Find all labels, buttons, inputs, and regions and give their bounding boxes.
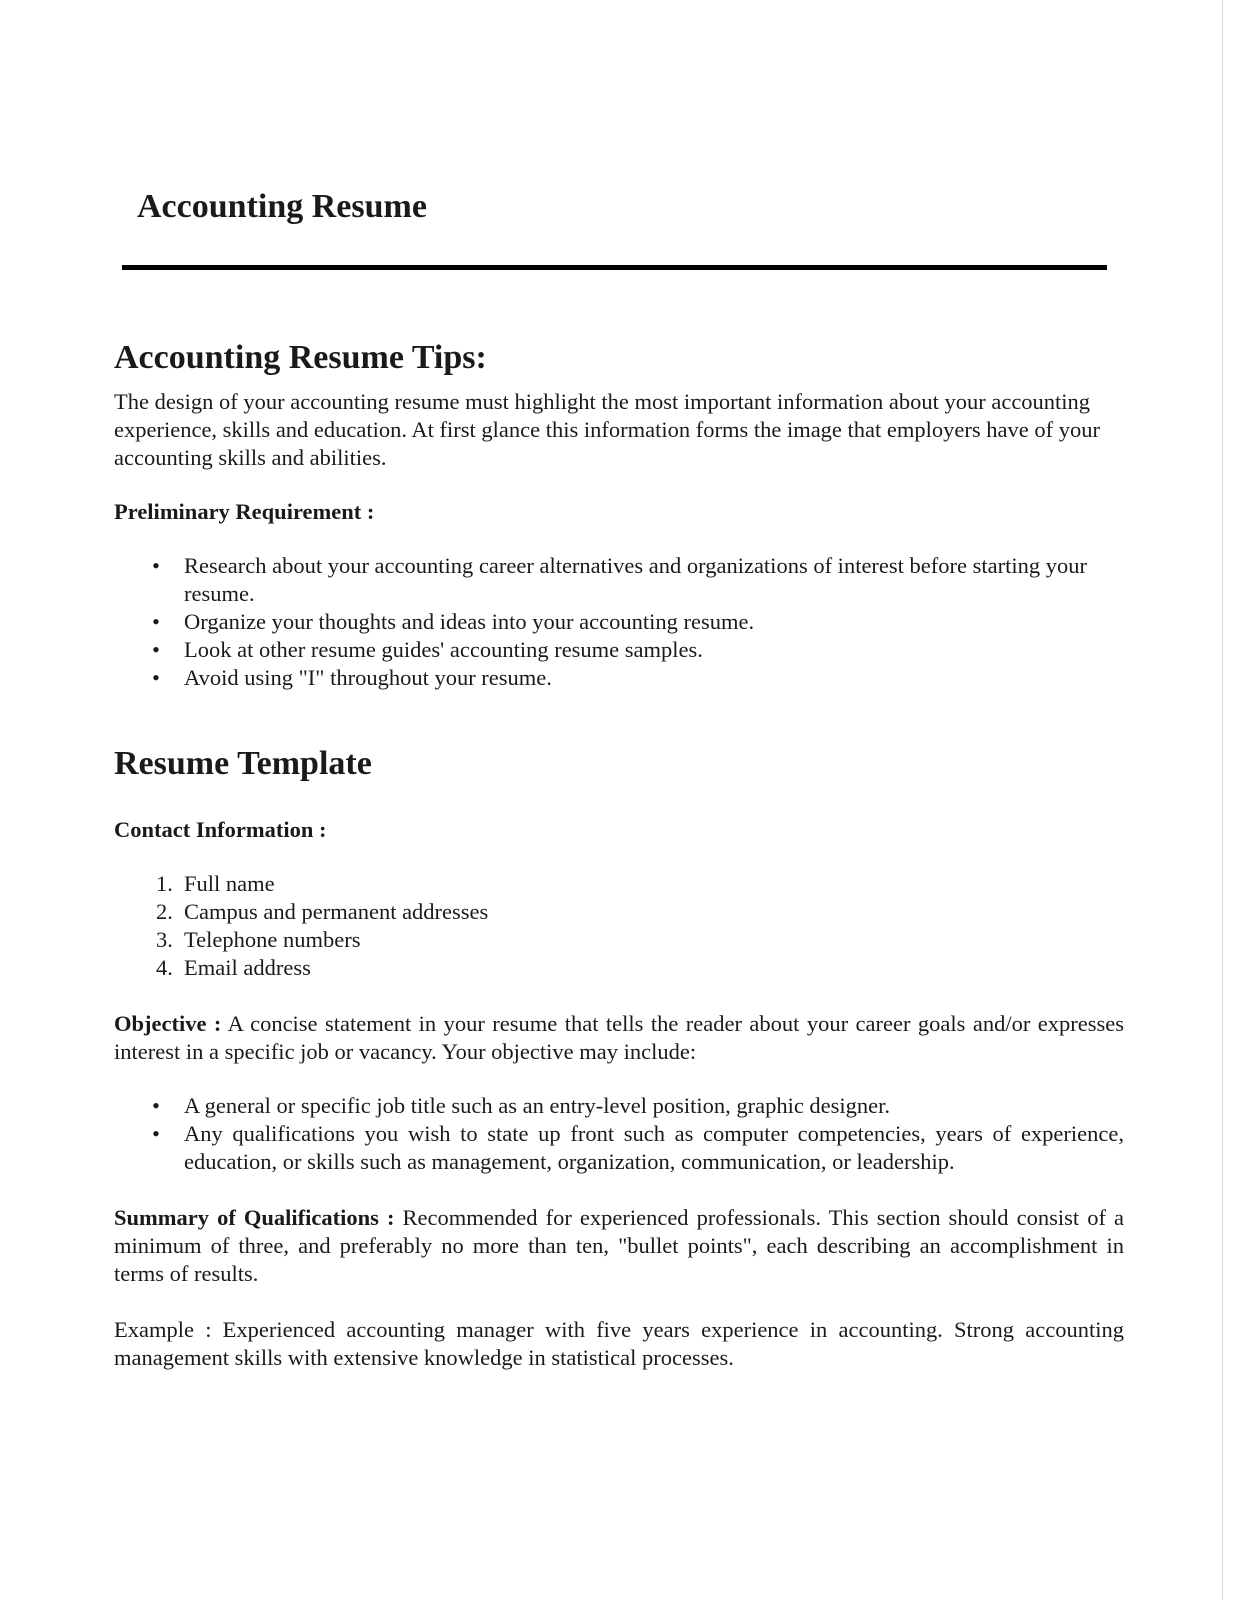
- list-number: 1.: [156, 871, 173, 896]
- example-paragraph: Example : Experienced accounting manager with five years experience in accounting. Strong accounting management skills with extensive knowledge in statistical processes.: [114, 1317, 1124, 1370]
- list-item-text: Full name: [184, 871, 275, 896]
- objective-list: [114, 1092, 1124, 1176]
- list-item-text: Campus and permanent addresses: [184, 899, 489, 924]
- bullet-icon: •: [152, 609, 160, 634]
- bullet-icon: •: [152, 1121, 160, 1146]
- list-item: [114, 898, 1124, 926]
- list-number: 3.: [156, 927, 173, 952]
- tips-heading: Accounting Resume Tips:: [114, 339, 487, 376]
- objective-text: A concise statement in your resume that tells the reader about your career goals and/or expresses interest in a specific job or vacancy. Your objective may include:: [114, 1011, 1124, 1064]
- bullet-icon: •: [152, 665, 160, 690]
- list-item: [114, 954, 1124, 982]
- list-item: [114, 1120, 1124, 1176]
- list-item: [114, 664, 1124, 692]
- title-divider: [122, 265, 1107, 270]
- list-number: 2.: [156, 899, 173, 924]
- list-item: [114, 1092, 1124, 1120]
- list-item-text: Research about your accounting career alternatives and organizations of interest before starting your resume.: [184, 553, 1087, 606]
- list-item: [114, 636, 1124, 664]
- tips-intro: The design of your accounting resume must highlight the most important information about your accounting experience, skills and education. At first glance this information forms the image that employers have of your accounting skills and abilities.: [114, 389, 1100, 470]
- contact-list: [114, 870, 1124, 982]
- list-item-text: Avoid using "I" throughout your resume.: [184, 665, 552, 690]
- objective-paragraph: [114, 1010, 1124, 1066]
- contact-heading: Contact Information :: [114, 817, 327, 842]
- preliminary-heading: Preliminary Requirement :: [114, 499, 375, 524]
- summary-paragraph: [114, 1204, 1124, 1288]
- document-body: [114, 338, 1124, 1372]
- list-item: [114, 926, 1124, 954]
- bullet-icon: •: [152, 637, 160, 662]
- list-item-text: Any qualifications you wish to state up front such as computer competencies, years of experience, education, or skills such as management, organization, communication, or leadership.: [184, 1121, 1124, 1174]
- objective-label: Objective :: [114, 1011, 222, 1036]
- requirements-list: [114, 552, 1124, 692]
- bullet-icon: •: [152, 553, 160, 578]
- document-title: Accounting Resume: [137, 188, 427, 225]
- list-item-text: Telephone numbers: [184, 927, 361, 952]
- list-item-text: Organize your thoughts and ideas into your accounting resume.: [184, 609, 755, 634]
- list-number: 4.: [156, 955, 173, 980]
- template-heading: Resume Template: [114, 745, 372, 782]
- list-item-text: A general or specific job title such as an entry-level position, graphic designer.: [184, 1093, 891, 1118]
- list-item-text: Look at other resume guides' accounting resume samples.: [184, 637, 703, 662]
- summary-text: Recommended for experienced professionals. This section should consist of a minimum of three, and preferably no more than ten, "bullet points", each describing an accomplishment in terms of results.: [114, 1205, 1124, 1286]
- list-item: [114, 608, 1124, 636]
- bullet-icon: •: [152, 1093, 160, 1118]
- list-item-text: Email address: [184, 955, 311, 980]
- summary-label: Summary of Qualifications :: [114, 1205, 395, 1230]
- list-item: [114, 870, 1124, 898]
- list-item: [114, 552, 1124, 608]
